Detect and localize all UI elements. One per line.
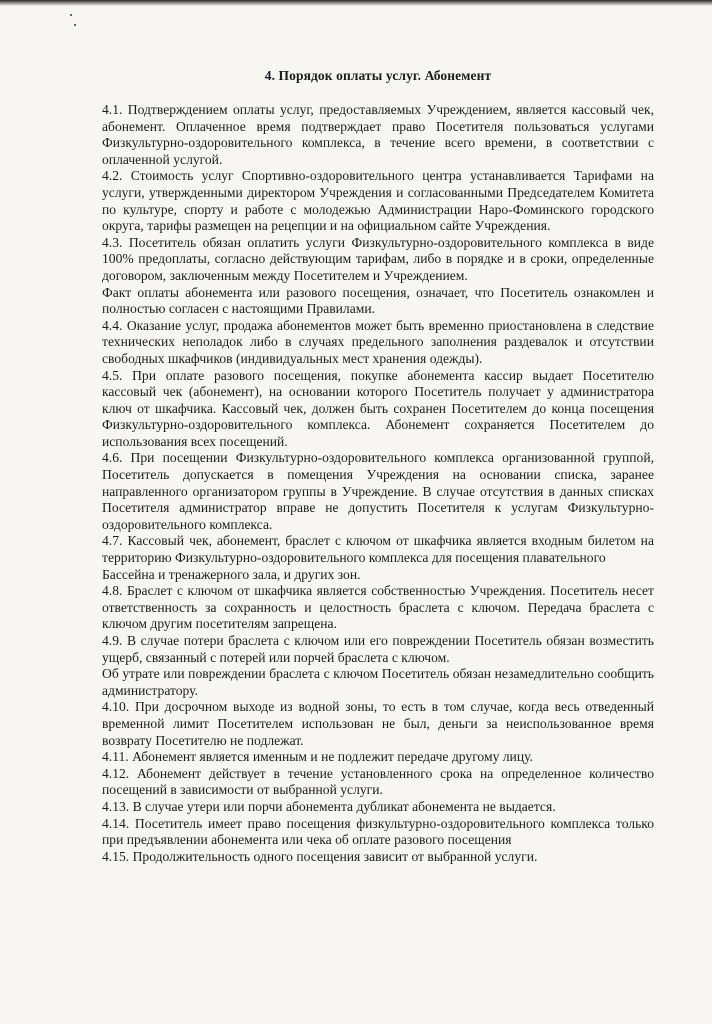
paragraph-4-4: 4.4. Оказание услуг, продажа абонементов может быть временно приостановлена в следствие технических неполадок либо в случаях предельного заполнения раздевалок и отсутствии свободных шкафчиков (индивидуальных мест хранения одежды). [102, 317, 654, 366]
paragraph-4-14: 4.14. Посетитель имеет право посещения физкультурно-оздоровительного комплекса только при предъявлении абонемента или чека об оплате разового посещения [102, 815, 654, 848]
section-title: 4. Порядок оплаты услуг. Абонемент [264, 68, 492, 83]
paragraph-bracelet-loss: Об утрате или повреждении браслета с ключом Посетитель обязан незамедлительно сообщить администратору. [102, 666, 654, 698]
paragraph-4-8: 4.8. Браслет с ключом от шкафчика является собственностью Учреждения. Посетитель несет ответственность за сохранность и целостность браслета с ключом. Передача браслета с ключом другим посетителям запрещена. [102, 583, 654, 632]
paragraph-4-7-continued: Бассейна и тренажерного зала, и других зон. [102, 566, 361, 582]
paragraph-4-5: 4.5. При оплате разового посещения, покупке абонемента кассир выдает Посетителю кассовый чек (абонемент), на основании которого Посетитель получает у администратора ключ от шкафчика. Кассовый чек, должен быть сохранен Посетителем до конца посещения Физкультурно-оздоровительного комплекса. Абонемент сохраняется Посетителем до использования всех посещений. [102, 367, 654, 449]
paragraph-4-3: 4.3. Посетитель обязан оплатить услуги Физкультурно-оздоровительного комплекса в виде 100% предоплаты, согласно действующим тарифам, либо в порядке и в сроки, определенные договором, заключенным между Посетителем и Учреждением. [102, 234, 654, 283]
paragraph-4-1: 4.1. Подтверждением оплаты услуг, предоставляемых Учреждением, является кассовый чек, абонемент. Оплаченное время подтверждает право Посетителя пользоваться услугами Физкультурно-оздоровительного комплекса, в течение всего времени, в соответствии с оплаченной услугой. [102, 102, 654, 167]
paragraph-4-12: 4.12. Абонемент действует в течение установленного срока на определенное количество посещений в зависимости от выбранной услуги. [102, 765, 654, 798]
paragraph-4-9: 4.9. В случае потери браслета с ключом или его повреждении Посетитель обязан возместить ущерб, связанный с потерей или порчей браслета с ключом. [102, 633, 654, 665]
scan-speck [70, 14, 72, 16]
scan-top-edge [0, 0, 712, 6]
paragraph-4-15: 4.15. Продолжительность одного посещения зависит от выбранной услуги. [102, 848, 538, 864]
paragraph-4-10: 4.10. При досрочном выходе из водной зоны, то есть в том случае, когда весь отведенный временной лимит Посетителем использован не был, деньги за неиспользованное время возврату Посетителю не подлежат. [102, 699, 654, 748]
paragraph-4-6: 4.6. При посещении Физкультурно-оздоровительного комплекса организованной группой, Посетитель допускается в помещения Учреждения на основании списка, заранее направленного организатором группы в Учреждение. В случае отсутствия в данных списках Посетителя администратор вправе не допустить Посетителя к услугам Физкультурно-оздоровительного комплекса. [102, 450, 654, 532]
scan-speck [74, 24, 76, 26]
paragraph-payment-fact: Факт оплаты абонемента или разового посещения, означает, что Посетитель ознакомлен и полностью согласен с настоящими Правилами. [102, 284, 654, 317]
section-body [102, 102, 654, 865]
paragraph-4-7: 4.7. Кассовый чек, абонемент, браслет с ключом от шкафчика является входным билетом на территорию Физкультурно-оздоровительного комплекса для посещения плавательного [102, 533, 654, 566]
paragraph-4-2: 4.2. Стоимость услуг Спортивно-оздоровительного центра устанавливается Тарифами на услуги, утвержденными директором Учреждения и согласованными Председателем Комитета по культуре, спорту и работе с молодежью Администрации Наро-Фоминского городского округа, тарифы размещен на рецепции и на официальном сайте Учреждения. [102, 168, 654, 234]
paragraph-4-11: 4.11. Абонемент является именным и не подлежит передаче другому лицу. [102, 749, 533, 765]
paragraph-4-13: 4.13. В случае утери или порчи абонемента дубликат абонемента не выдается. [102, 798, 556, 814]
